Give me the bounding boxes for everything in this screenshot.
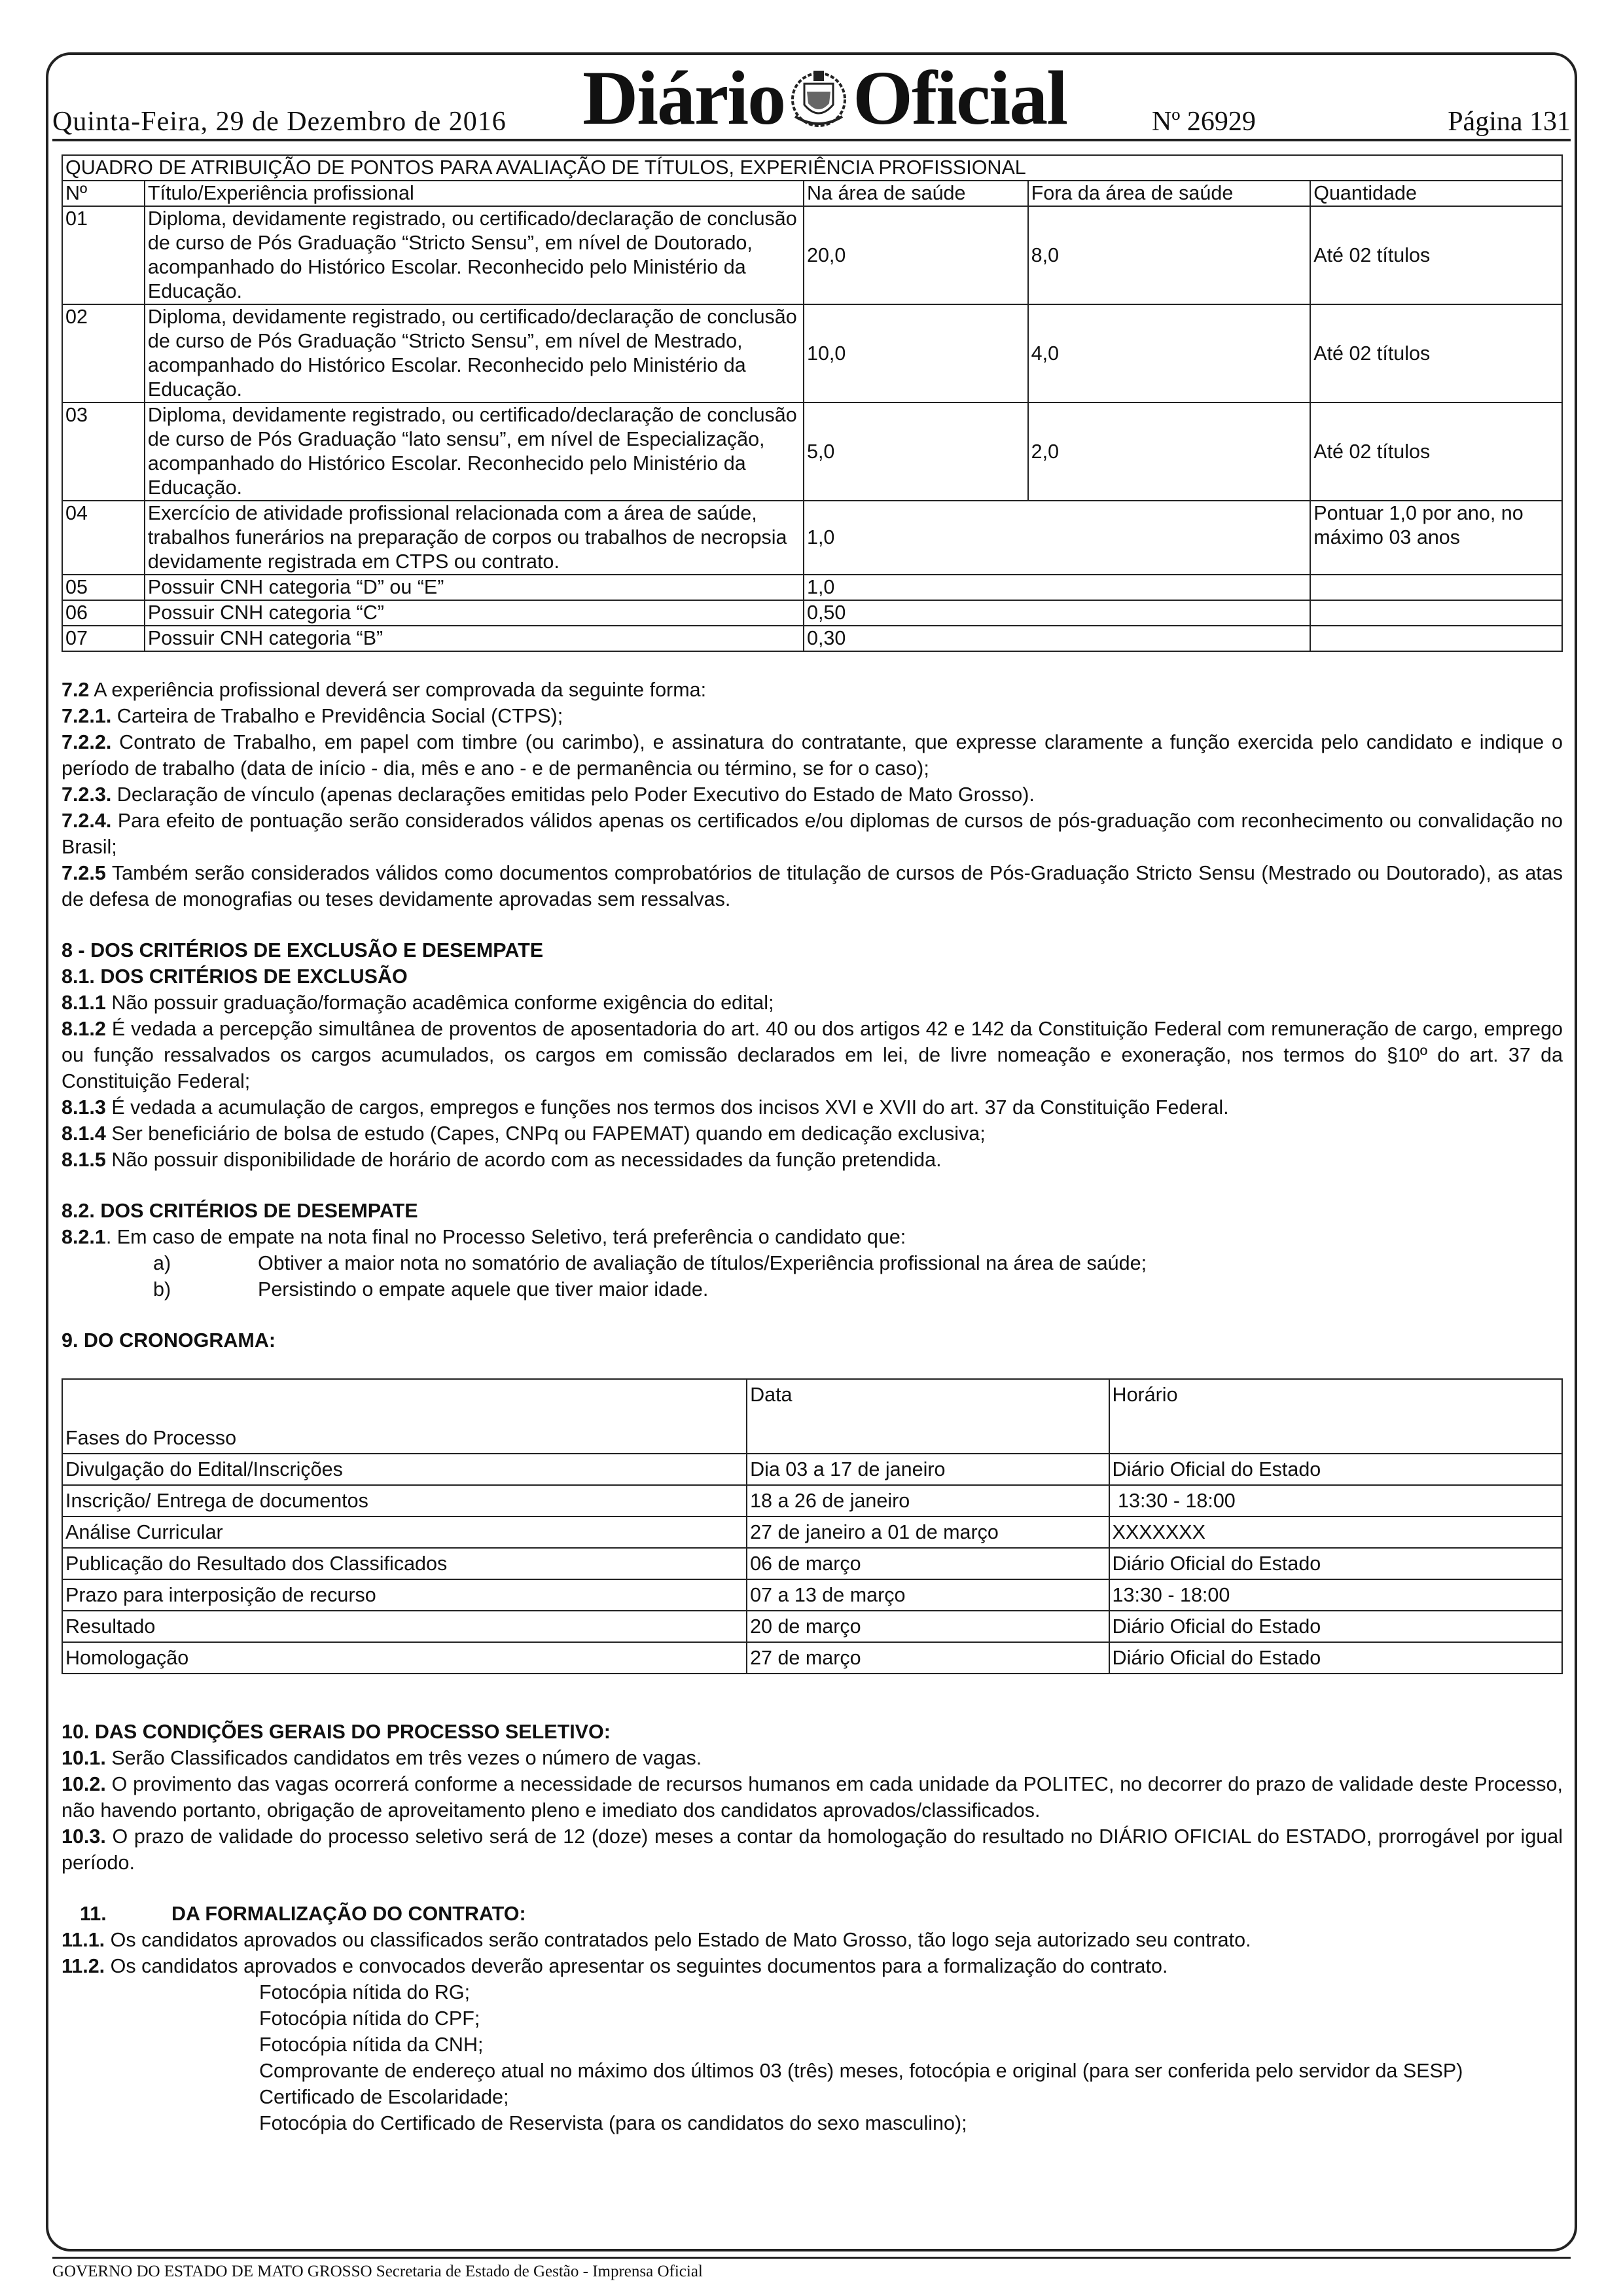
section-heading: 9. DO CRONOGRAMA: [62, 1329, 276, 1352]
row-quantity: Até 02 títulos [1310, 304, 1562, 403]
points-table [62, 154, 1563, 652]
section-heading: 8 - DOS CRITÉRIOS DE EXCLUSÃO E DESEMPATE [62, 939, 544, 961]
row-health-points: 10,0 [804, 304, 1028, 403]
row-health-points: 20,0 [804, 206, 1028, 304]
paragraph: 7.2.1. Carteira de Trabalho e Previdência Social (CTPS); [62, 705, 563, 727]
paragraph: 10.3. O prazo de validade do processo seletivo será de 12 (doze) meses a contar da homologação do resultado no DIÁRIO OFICIAL do ESTADO, prorrogável por igual período. [62, 1825, 1563, 1874]
row-health-points: 0,30 [804, 626, 1310, 651]
table-row: Resultado 20 de março Diário Oficial do Estado [62, 1611, 1562, 1642]
row-other-points: 8,0 [1028, 206, 1311, 304]
paragraph: 11.1. Os candidatos aprovados ou classificados serão contratados pelo Estado de Mato Grosso, tão logo seja autorizado seu contrato. [62, 1929, 1251, 1951]
paragraph: 8.1.3 É vedada a acumulação de cargos, empregos e funções nos termos dos incisos XVI e XVII do art. 37 da Constituição Federal. [62, 1096, 1229, 1119]
checkbox-glyph-icon [173, 2005, 259, 2032]
subsection-heading: 8.2. DOS CRITÉRIOS DE DESEMPATE [62, 1200, 418, 1222]
row-title: Possuir CNH categoria “B” [145, 626, 804, 651]
list-item: Fotocópia do Certificado de Reservista (para os candidatos do sexo masculino); [62, 2110, 1563, 2136]
row-number: 01 [62, 206, 145, 304]
brand-word-right: Oficial [853, 55, 1067, 141]
col-header: Nº [62, 181, 145, 206]
row-title: Diploma, devidamente registrado, ou certificado/declaração de conclusão de curso de Pós Graduação “Stricto Sensu”, em nível de Mestrado, acompanhado do Histórico Escolar. Reconhecido pelo Ministério da Educação. [145, 304, 804, 403]
list-item: Fotocópia nítida da CNH; [62, 2032, 1563, 2058]
list-item: b) Persistindo o empate aquele que tiver maior idade. [153, 1278, 709, 1300]
paragraph: 8.1.5 Não possuir disponibilidade de horário de acordo com as necessidades da função pretendida. [62, 1149, 942, 1171]
table-row: Inscrição/ Entrega de documentos 18 a 26 de janeiro 13:30 - 18:00 [62, 1485, 1562, 1516]
brand-logo [582, 54, 1067, 143]
table-row [62, 304, 1562, 403]
table-row [62, 626, 1562, 651]
row-number: 06 [62, 600, 145, 626]
row-quantity [1310, 575, 1562, 600]
footer-org: GOVERNO DO ESTADO DE MATO GROSSO [52, 2263, 372, 2280]
schedule-table [62, 1378, 1563, 1674]
row-title: Possuir CNH categoria “D” ou “E” [145, 575, 804, 600]
section-heading: 11. DA FORMALIZAÇÃO DO CONTRATO: [80, 1903, 526, 1925]
row-title: Exercício de atividade profissional relacionada com a área de saúde, trabalhos funerários na preparação de corpos ou trabalhos de necropsia devidamente registrada em CTPS ou contrato. [145, 501, 804, 575]
footer-dept: Secretaria de Estado de Gestão - Imprensa Oficial [372, 2263, 703, 2280]
section-11 [62, 1901, 1563, 2136]
list-item: Fotocópia nítida do RG; [62, 1979, 1563, 2005]
paragraph: 7.2.5 Também serão considerados válidos como documentos comprobatórios de titulação de cursos de Pós-Graduação Stricto Sensu (Mestrado ou Doutorado), as atas de defesa de monografias ou teses devidamente aprovadas sem ressalvas. [62, 862, 1563, 910]
list-item: Fotocópia nítida do CPF; [62, 2005, 1563, 2032]
points-table-header [62, 181, 1562, 206]
table-row: Análise Curricular 27 de janeiro a 01 de março XXXXXXX [62, 1516, 1562, 1548]
table-row: Divulgação do Edital/Inscrições Dia 03 a 17 de janeiro Diário Oficial do Estado [62, 1454, 1562, 1485]
row-other-points: 4,0 [1028, 304, 1311, 403]
col-header: Quantidade [1310, 181, 1562, 206]
paragraph: 7.2 A experiência profissional deverá ser comprovada da seguinte forma: [62, 679, 707, 701]
schedule-header [62, 1379, 1562, 1454]
section-9 [62, 1327, 1563, 1674]
paragraph: 8.2.1. Em caso de empate na nota final no Processo Seletivo, terá preferência o candidato que: [62, 1226, 906, 1248]
paragraph: 7.2.4. Para efeito de pontuação serão considerados válidos apenas os certificados e/ou diplomas de cursos de pós-graduação com reconhecimento ou convalidação no Brasil; [62, 810, 1563, 858]
paragraph: 8.1.2 É vedada a percepção simultânea de proventos de aposentadoria do art. 40 ou dos artigos 42 e 142 da Constituição Federal com remuneração de cargo, emprego ou função ressalvados os cargos acumulados, os cargos em comissão declarados em lei, de livre nomeação e exoneração, nos termos do §10º do art. 37 da Constituição Federal; [62, 1018, 1563, 1092]
points-table-title: QUADRO DE ATRIBUIÇÃO DE PONTOS PARA AVALIAÇÃO DE TÍTULOS, EXPERIÊNCIA PROFISSIONAL [62, 155, 1562, 181]
table-row [62, 403, 1562, 501]
checkbox-glyph-icon [173, 2032, 259, 2058]
row-quantity [1310, 600, 1562, 626]
row-number: 02 [62, 304, 145, 403]
col-header: Horário [1109, 1379, 1562, 1454]
row-quantity: Até 02 títulos [1310, 206, 1562, 304]
issue-number: Nº 26929 [1152, 107, 1256, 137]
col-header: Título/Experiência profissional [145, 181, 804, 206]
col-header: Fases do Processo [62, 1379, 747, 1454]
table-row: Homologação 27 de março Diário Oficial do Estado [62, 1642, 1562, 1674]
row-number: 05 [62, 575, 145, 600]
paragraph: 10.2. O provimento das vagas ocorrerá conforme a necessidade de recursos humanos em cada unidade da POLITEC, no decorrer do prazo de validade deste Processo, não havendo portanto, obrigação de aproveitamento pleno e imediato dos candidatos aprovados/classificados. [62, 1773, 1563, 1821]
paragraph: 7.2.2. Contrato de Trabalho, em papel com timbre (ou carimbo), e assinatura do contratante, que expresse claramente a função exercida pelo candidato e indique o período de trabalho (data de início - dia, mês e ano - e de permanência ou término, se for o caso); [62, 731, 1563, 780]
col-header: Na área de saúde [804, 181, 1028, 206]
subsection-heading: 8.1. DOS CRITÉRIOS DE EXCLUSÃO [62, 965, 408, 988]
row-number: 04 [62, 501, 145, 575]
section-7-2 [62, 677, 1563, 912]
paragraph: 8.1.1 Não possuir graduação/formação acadêmica conforme exigência do edital; [62, 992, 774, 1014]
checkbox-glyph-icon [173, 2084, 259, 2110]
masthead [52, 55, 1571, 141]
state-crest-icon [789, 65, 849, 131]
row-health-points: 1,0 [804, 501, 1310, 575]
footer [52, 2257, 1571, 2281]
row-quantity [1310, 626, 1562, 651]
row-title: Possuir CNH categoria “C” [145, 600, 804, 626]
row-quantity: Até 02 títulos [1310, 403, 1562, 501]
section-heading: 10. DAS CONDIÇÕES GERAIS DO PROCESSO SELETIVO: [62, 1721, 611, 1743]
table-row [62, 206, 1562, 304]
row-health-points: 1,0 [804, 575, 1310, 600]
checkbox-glyph-icon [173, 1979, 259, 2005]
col-header: Fora da área de saúde [1028, 181, 1311, 206]
row-title: Diploma, devidamente registrado, ou certificado/declaração de conclusão de curso de Pós Graduação “Stricto Sensu”, em nível de Doutorado, acompanhado do Histórico Escolar. Reconhecido pelo Ministério da Educação. [145, 206, 804, 304]
table-row [62, 575, 1562, 600]
row-number: 07 [62, 626, 145, 651]
table-row [62, 600, 1562, 626]
list-item: Comprovante de endereço atual no máximo dos últimos 03 (três) meses, fotocópia e original (para ser conferida pelo servidor da SESP) [62, 2058, 1563, 2084]
checkbox-glyph-icon [173, 2110, 259, 2136]
row-number: 03 [62, 403, 145, 501]
paragraph: 8.1.4 Ser beneficiário de bolsa de estudo (Capes, CNPq ou FAPEMAT) quando em dedicação exclusiva; [62, 1122, 986, 1145]
brand-word-left: Diário [582, 55, 785, 141]
paragraph: 7.2.3. Declaração de vínculo (apenas declarações emitidas pelo Poder Executivo do Estado de Mato Grosso). [62, 783, 1035, 806]
page-content [62, 154, 1563, 2136]
row-health-points: 5,0 [804, 403, 1028, 501]
table-row: Publicação do Resultado dos Classificados 06 de março Diário Oficial do Estado [62, 1548, 1562, 1579]
page-number: Página 131 [1448, 107, 1571, 137]
section-10 [62, 1719, 1563, 1876]
paragraph: 11.2. Os candidatos aprovados e convocados deverão apresentar os seguintes documentos para a formalização do contrato. [62, 1955, 1168, 1977]
list-item: a) Obtiver a maior nota no somatório de avaliação de títulos/Experiência profissional na área de saúde; [153, 1252, 1147, 1274]
paragraph: 10.1. Serão Classificados candidatos em três vezes o número de vagas. [62, 1747, 702, 1769]
row-other-points: 2,0 [1028, 403, 1311, 501]
row-title: Diploma, devidamente registrado, ou certificado/declaração de conclusão de curso de Pós Graduação “lato sensu”, em nível de Especialização, acompanhado do Histórico Escolar. Reconhecido pelo Ministério da Educação. [145, 403, 804, 501]
table-row [62, 501, 1562, 575]
issue-date: Quinta-Feira, 29 de Dezembro de 2016 [52, 107, 507, 137]
list-item: Certificado de Escolaridade; [62, 2084, 1563, 2110]
row-quantity: Pontuar 1,0 por ano, no máximo 03 anos [1310, 501, 1562, 575]
table-row: Prazo para interposição de recurso 07 a 13 de março 13:30 - 18:00 [62, 1579, 1562, 1611]
col-header: Data [747, 1379, 1109, 1454]
section-8 [62, 937, 1563, 1302]
row-health-points: 0,50 [804, 600, 1310, 626]
header-rule [52, 139, 1571, 141]
checkbox-glyph-icon [173, 2058, 259, 2084]
